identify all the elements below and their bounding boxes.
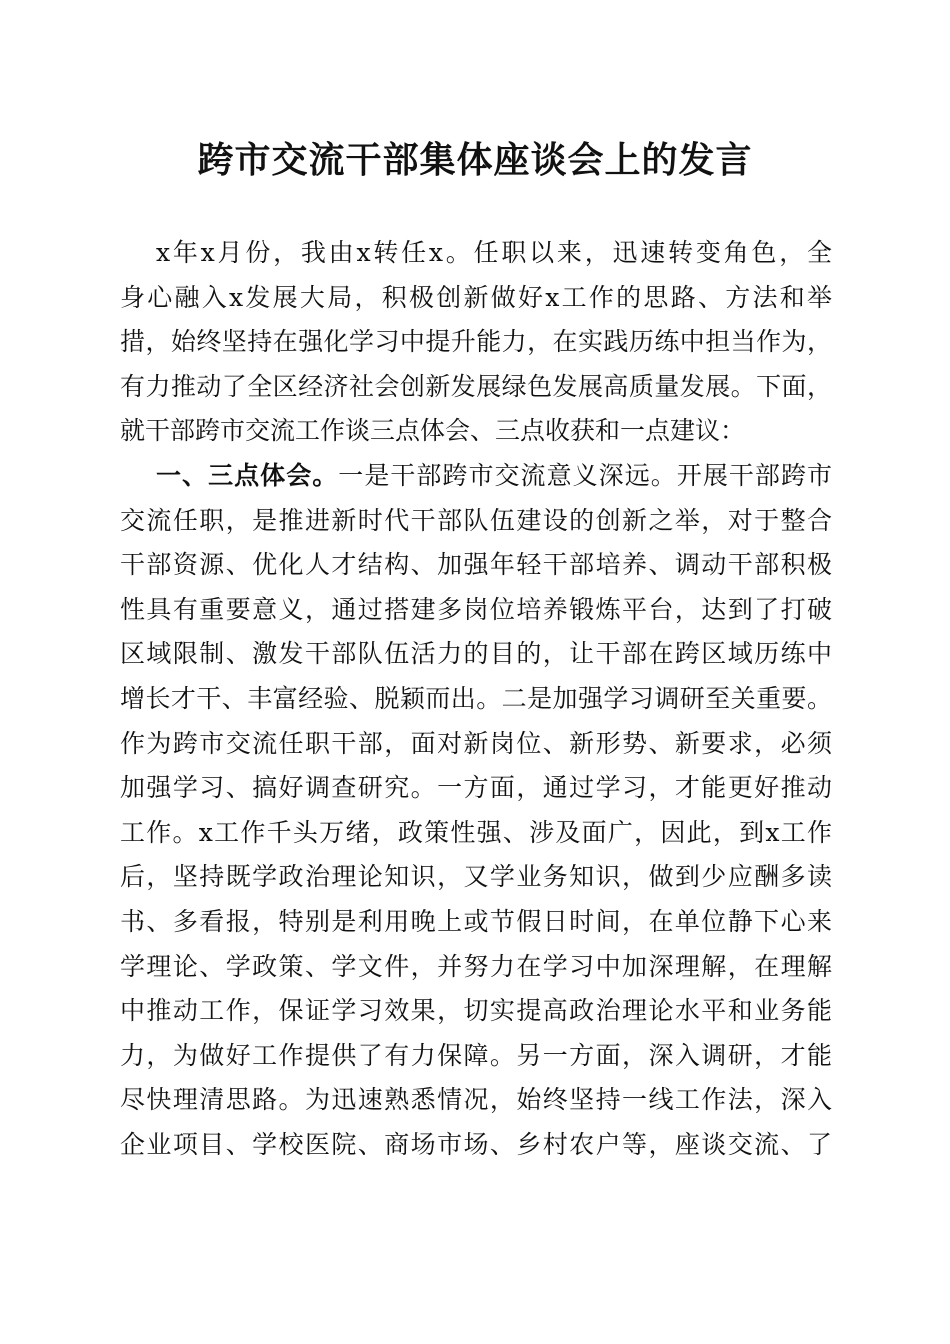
body-line: 加强学习、搞好调查研究。一方面，通过学习，才能更好推动 [120, 773, 832, 803]
body-line: 就干部跨市交流工作谈三点体会、三点收获和一点建议： [120, 416, 746, 446]
section-line [120, 454, 832, 499]
section-line-text: 一是干部跨市交流意义深远。开展干部跨市 [338, 460, 832, 490]
body-line: 作为跨市交流任职干部，面对新岗位、新形势、新要求，必须 [120, 728, 832, 758]
body-line: 增长才干、丰富经验、脱颖而出。二是加强学习调研至关重要。 [120, 683, 832, 713]
body-line: 有力推动了全区经济社会创新发展绿色发展高质量发展。下面， [120, 371, 832, 401]
body-line: 干部资源、优化人才结构、加强年轻干部培养、调动干部积极 [120, 550, 832, 580]
body-line: 工作。x工作千头万绪，政策性强、涉及面广，因此，到x工作 [120, 817, 832, 847]
body-line: x年x月份，我由x转任x。任职以来，迅速转变角色，全 [156, 238, 832, 267]
body-line: 性具有重要意义，通过搭建多岗位培养锻炼平台，达到了打破 [120, 594, 832, 624]
body-line: 区域限制、激发干部队伍活力的目的，让干部在跨区域历练中 [120, 639, 832, 669]
body-line: 尽快理清思路。为迅速熟悉情况，始终坚持一线工作法，深入 [120, 1085, 832, 1115]
body-line: 中推动工作，保证学习效果，切实提高政治理论水平和业务能 [120, 996, 832, 1026]
body-line: 交流任职，是推进新时代干部队伍建设的创新之举，对于整合 [120, 505, 832, 535]
body-line: 措，始终坚持在强化学习中提升能力，在实践历练中担当作为， [120, 327, 832, 357]
body-line: 学理论、学政策、学文件，并努力在学习中加深理解，在理解 [120, 951, 832, 981]
document-body [120, 231, 832, 1167]
body-line: 身心融入x发展大局，积极创新做好x工作的思路、方法和举 [120, 282, 832, 312]
body-line: 后，坚持既学政治理论知识，又学业务知识，做到少应酬多读 [120, 862, 832, 892]
body-line: 力，为做好工作提供了有力保障。另一方面，深入调研，才能 [120, 1040, 832, 1070]
document-title: 跨市交流干部集体座谈会上的发言 [197, 139, 753, 181]
body-line: 企业项目、学校医院、商场市场、乡村农户等，座谈交流、了 [120, 1129, 832, 1159]
section-heading: 一、三点体会。 [156, 460, 339, 490]
body-line: 书、多看报，特别是利用晚上或节假日时间，在单位静下心来 [120, 906, 832, 936]
